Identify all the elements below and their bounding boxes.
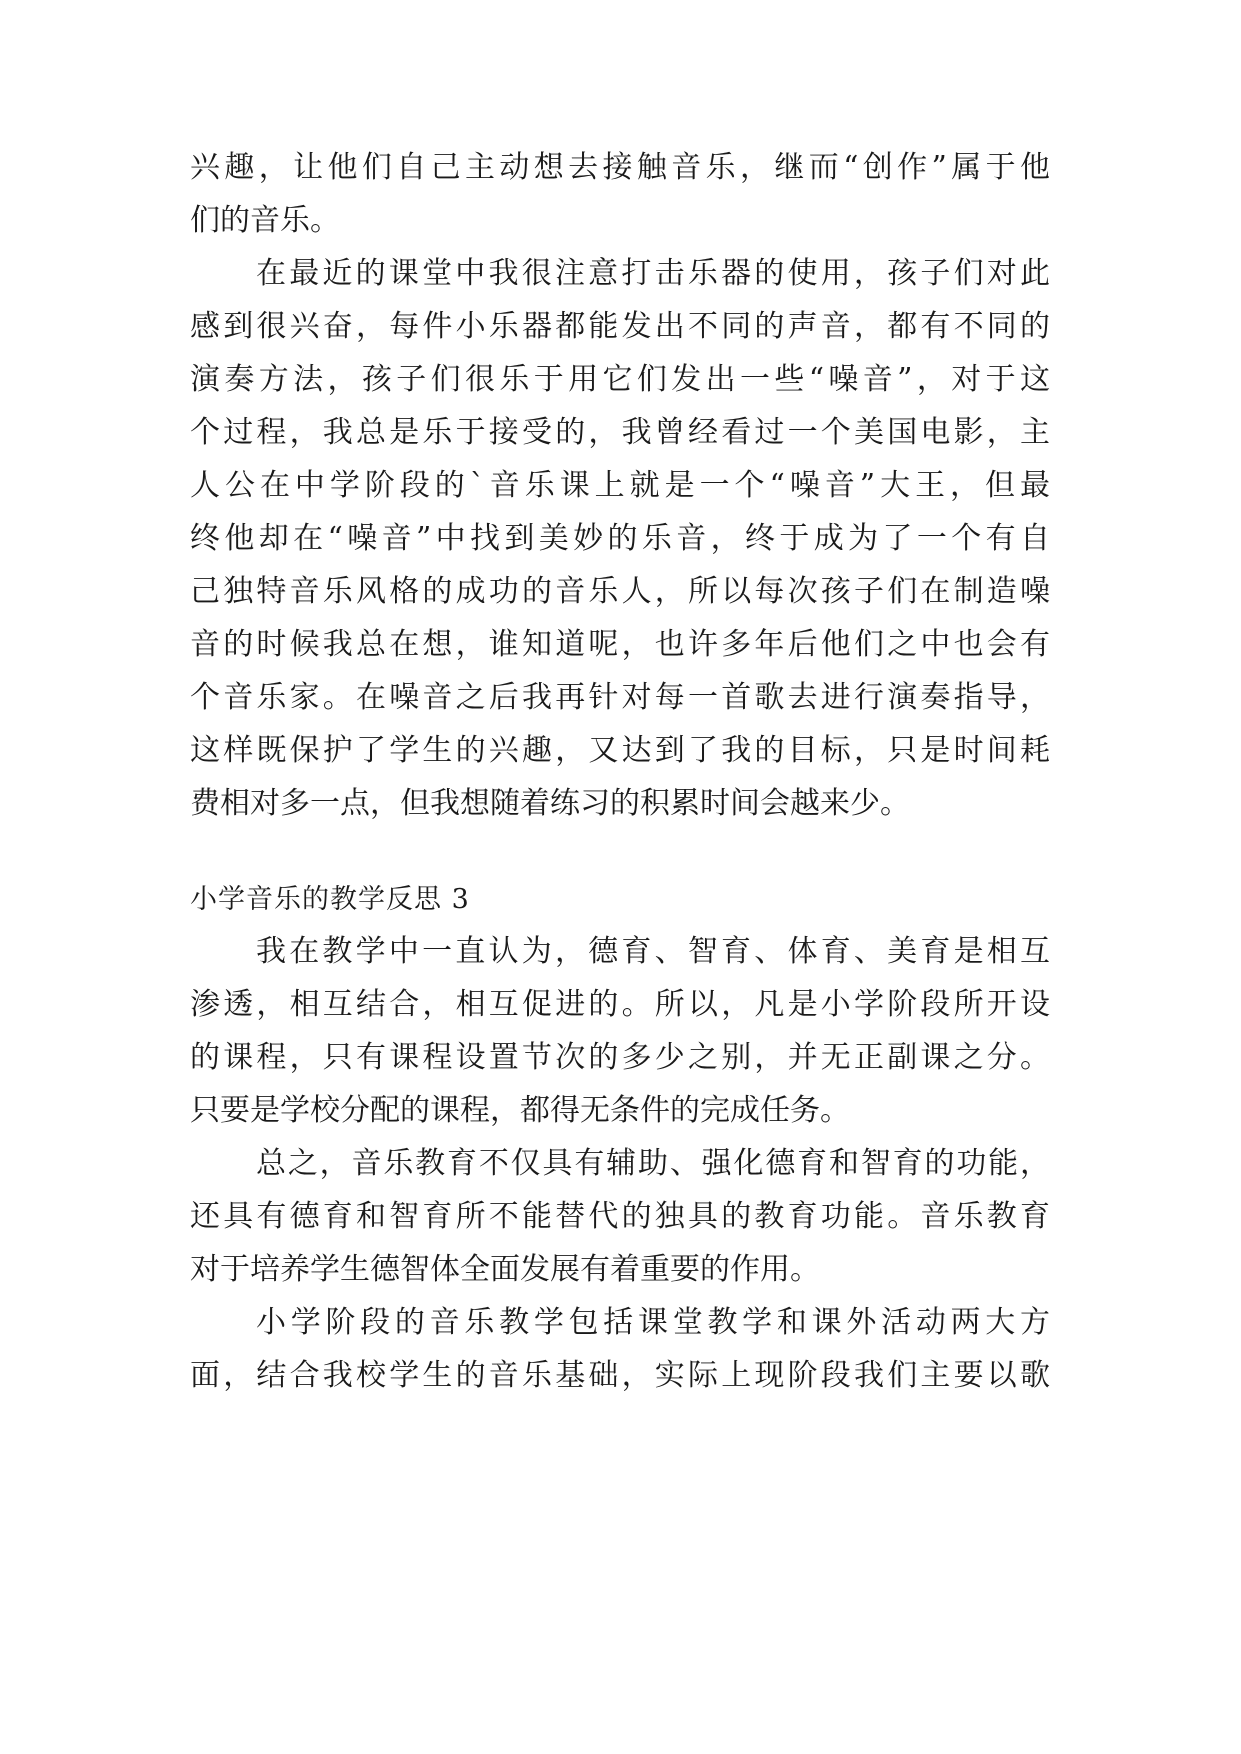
paragraph-line: 对于培养学生德智体全面发展有着重要的作用。 bbox=[190, 1252, 820, 1287]
paragraph-line: 小学阶段的音乐教学包括课堂教学和课外活动两大方 bbox=[256, 1305, 1050, 1340]
paragraph-line: 只要是学校分配的课程，都得无条件的完成任务。 bbox=[190, 1093, 850, 1128]
paragraph-line: 我在教学中一直认为，德育、智育、体育、美育是相互 bbox=[256, 934, 1050, 969]
paragraph-line: 终他却在“噪音”中找到美妙的乐音，终于成为了一个有自 bbox=[190, 521, 1050, 556]
paragraph-line: 还具有德育和智育所不能替代的独具的教育功能。音乐教育 bbox=[190, 1199, 1050, 1234]
paragraph-line: 们的音乐。 bbox=[190, 203, 340, 238]
paragraph-line: 音的时候我总在想，谁知道呢，也许多年后他们之中也会有 bbox=[190, 627, 1050, 662]
paragraph-line: 总之，音乐教育不仅具有辅助、强化德育和智育的功能， bbox=[256, 1146, 1050, 1181]
paragraph-line: 费相对多一点，但我想随着练习的积累时间会越来少。 bbox=[190, 786, 910, 821]
paragraph-line: 兴趣，让他们自己主动想去接触音乐，继而“创作”属于他 bbox=[190, 150, 1050, 185]
paragraph-line: 个过程，我总是乐于接受的，我曾经看过一个美国电影，主 bbox=[190, 415, 1050, 450]
paragraph-line: 人公在中学阶段的`音乐课上就是一个“噪音”大王，但最 bbox=[190, 468, 1050, 503]
section-heading: 小学音乐的教学反思 3 bbox=[190, 884, 470, 915]
paragraph-line: 这样既保护了学生的兴趣，又达到了我的目标，只是时间耗 bbox=[190, 733, 1050, 768]
paragraph-line: 感到很兴奋，每件小乐器都能发出不同的声音，都有不同的 bbox=[190, 309, 1050, 344]
paragraph-line: 己独特音乐风格的成功的音乐人，所以每次孩子们在制造噪 bbox=[190, 574, 1050, 609]
paragraph-line: 在最近的课堂中我很注意打击乐器的使用，孩子们对此 bbox=[256, 256, 1050, 291]
paragraph-line: 演奏方法，孩子们很乐于用它们发出一些“噪音”，对于这 bbox=[190, 362, 1050, 397]
paragraph-line: 的课程，只有课程设置节次的多少之别，并无正副课之分。 bbox=[190, 1040, 1050, 1075]
paragraph-line: 面，结合我校学生的音乐基础，实际上现阶段我们主要以歌 bbox=[190, 1358, 1050, 1393]
paragraph-line: 个音乐家。在噪音之后我再针对每一首歌去进行演奏指导， bbox=[190, 680, 1050, 715]
paragraph-line: 渗透，相互结合，相互促进的。所以，凡是小学阶段所开设 bbox=[190, 987, 1050, 1022]
